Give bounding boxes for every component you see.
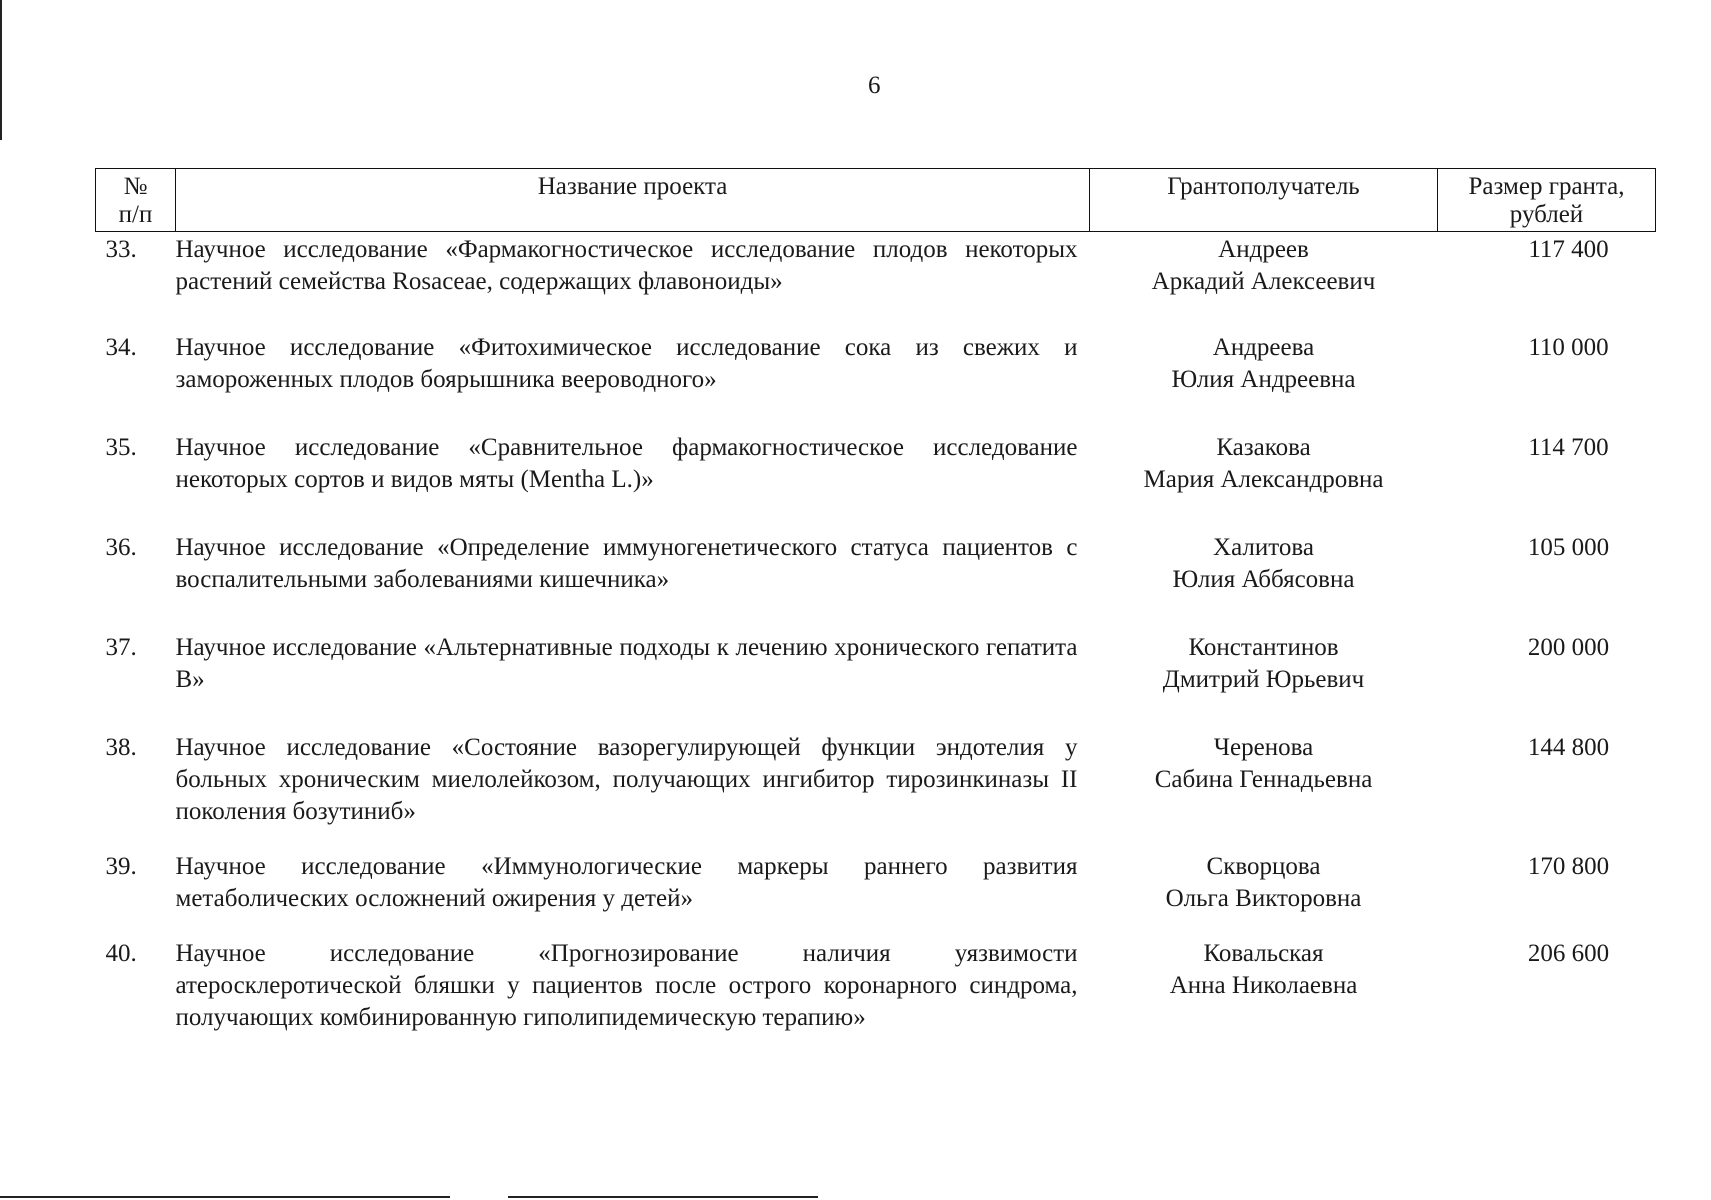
table-row	[96, 936, 1656, 1038]
grantee-surname: Казакова	[1216, 434, 1311, 461]
grant-amount: 206 600	[1527, 940, 1610, 967]
grantee-surname: Халитова	[1213, 534, 1314, 561]
header-amount-line: рублей	[1509, 201, 1584, 228]
project-title: Научное исследование «Состояние вазорегулирующей функции эндотелия у больных хроническим миелолейкозом, получающих ингибитор тирозинкиназы II поколения бозутиниб»	[175, 734, 1078, 825]
grantee-surname: Черенова	[1213, 734, 1314, 761]
grant-amount: 105 000	[1527, 534, 1610, 561]
table-row	[96, 430, 1656, 530]
grantee	[1090, 849, 1438, 936]
grantee-surname: Андреева	[1212, 334, 1315, 361]
table-header-row	[96, 169, 1656, 232]
table-row	[96, 330, 1656, 430]
scan-edge	[0, 0, 2, 140]
grantee	[1090, 530, 1438, 630]
table-row	[96, 730, 1656, 849]
grant-amount: 110 000	[1528, 334, 1609, 361]
row-number: 40.	[105, 940, 137, 967]
grantee	[1090, 936, 1438, 1038]
grantee	[1090, 232, 1438, 331]
grant-amount: 144 800	[1527, 734, 1610, 761]
scan-edge	[508, 1196, 818, 1198]
table-row	[96, 232, 1656, 331]
header-amount	[1438, 169, 1656, 232]
grantee-given-names: Дмитрий Юрьевич	[1162, 666, 1365, 693]
grant-table	[95, 168, 1656, 1038]
grantee-surname: Андреев	[1218, 236, 1309, 263]
project-title: Научное исследование «Сравнительное фармакогностическое исследование некоторых сортов и видов мяты (Mentha L.)»	[175, 434, 1078, 493]
grant-amount: 117 400	[1528, 236, 1609, 263]
header-grantee: Грантополучатель	[1090, 169, 1438, 232]
grantee-surname: Константинов	[1188, 634, 1339, 661]
grantee-given-names: Сабина Геннадьевна	[1154, 766, 1373, 793]
table-row	[96, 630, 1656, 730]
row-number: 39.	[105, 853, 137, 880]
table-row	[96, 530, 1656, 630]
header-num-line: п/п	[118, 201, 153, 228]
grantee	[1090, 630, 1438, 730]
grantee-given-names: Юлия Андреевна	[1171, 366, 1356, 393]
project-title: Научное исследование «Фармакогностическое исследование плодов некоторых растений семейства Rosaceae, содержащих флавоноиды»	[175, 236, 1078, 295]
grantee-surname: Ковальская	[1203, 940, 1324, 967]
scan-edge	[0, 1196, 450, 1198]
grantee-surname: Скворцова	[1206, 853, 1321, 880]
grantee-given-names: Юлия Аббясовна	[1172, 566, 1355, 593]
row-number: 38.	[105, 734, 137, 761]
header-title: Название проекта	[176, 169, 1090, 232]
grant-amount: 114 700	[1528, 434, 1609, 461]
project-title: Научное исследование «Фитохимическое исследование сока из свежих и замороженных плодов боярышника веероводного»	[175, 334, 1078, 393]
page-number: 6	[868, 72, 881, 99]
grantee-given-names: Аркадий Алексеевич	[1151, 268, 1376, 295]
project-title: Научное исследование «Иммунологические маркеры раннего развития метаболических осложнений ожирения у детей»	[175, 853, 1078, 912]
header-num	[96, 169, 176, 232]
grantee-given-names: Анна Николаевна	[1169, 972, 1358, 999]
row-number: 36.	[105, 534, 137, 561]
project-title: Научное исследование «Альтернативные подходы к лечению хронического гепатита В»	[175, 634, 1078, 693]
row-number: 37.	[105, 634, 137, 661]
table-row	[96, 849, 1656, 936]
grantee-given-names: Ольга Викторовна	[1165, 885, 1362, 912]
row-number: 33.	[105, 236, 137, 263]
grantee	[1090, 730, 1438, 849]
project-title: Научное исследование «Прогнозирование наличия уязвимости атеросклеротической бляшки у пациентов после острого коронарного синдрома, получающих комбинированную гиполипидемическую терапию»	[175, 940, 1078, 1031]
header-num-line: №	[123, 173, 148, 200]
grantee-given-names: Мария Александровна	[1143, 466, 1384, 493]
grantee	[1090, 330, 1438, 430]
row-number: 35.	[105, 434, 137, 461]
grant-amount: 170 800	[1527, 853, 1610, 880]
row-number: 34.	[105, 334, 137, 361]
grant-amount: 200 000	[1527, 634, 1610, 661]
header-amount-line: Размер гранта,	[1468, 173, 1625, 200]
grantee	[1090, 430, 1438, 530]
project-title: Научное исследование «Определение иммуногенетического статуса пациентов с воспалительными заболеваниями кишечника»	[175, 534, 1078, 593]
